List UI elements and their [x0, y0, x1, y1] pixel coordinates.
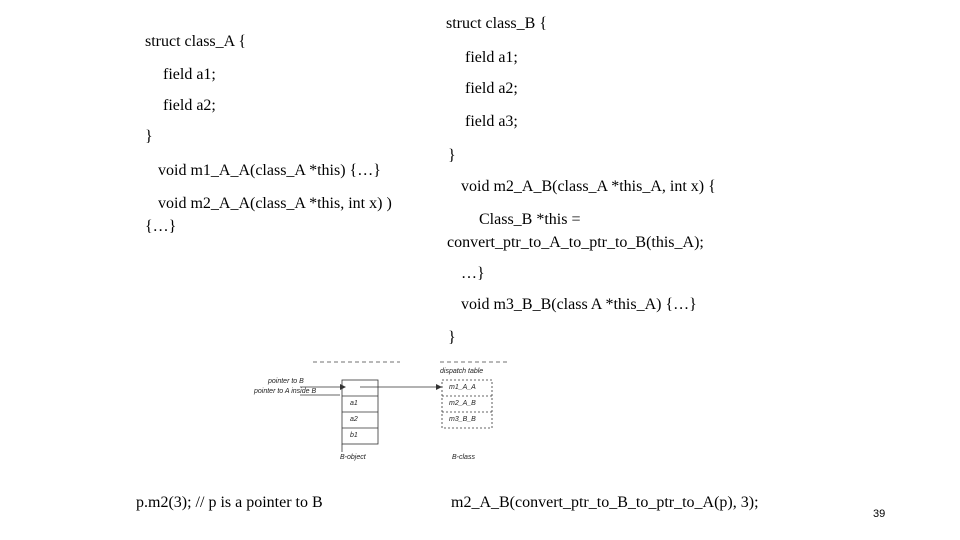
method-m2-a-b-line2: convert_ptr_to_A_to_ptr_to_B(this_A);	[447, 234, 704, 251]
dispatch-title: dispatch table	[440, 368, 484, 375]
object-cell-a2: a2	[350, 416, 358, 423]
object-cell-b1: b1	[350, 432, 358, 439]
method-m2-a-a-body: {…}	[145, 218, 177, 235]
class-a-close-brace: }	[145, 128, 153, 145]
object-cell-a1: a1	[350, 400, 358, 407]
class-b-decl: struct class_B {	[446, 15, 547, 32]
bottom-left-call: p.m2(3); // p is a pointer to B	[136, 494, 323, 511]
dispatch-cell-m1: m1_A_A	[449, 384, 476, 391]
class-b-field-a2: field a2;	[465, 80, 518, 97]
class-b-field-a1: field a1;	[465, 49, 518, 66]
method-m2-a-b-line1: Class_B *this =	[479, 211, 581, 228]
class-b-field-a3: field a3;	[465, 113, 518, 130]
dispatch-cell-m2: m2_A_B	[449, 400, 476, 407]
bottom-right-call: m2_A_B(convert_ptr_to_B_to_ptr_to_A(p), 3);	[451, 494, 759, 511]
pointer-label-a-inside-b: pointer to A inside B	[254, 388, 317, 395]
class-a-decl: struct class_A {	[145, 33, 246, 50]
method-m2-a-b-end: …}	[461, 265, 485, 282]
class-a-field-a2: field a2;	[163, 97, 216, 114]
class-a-field-a1: field a1;	[163, 66, 216, 83]
method-m2-a-b-header: void m2_A_B(class_A *this_A, int x) {	[461, 178, 716, 195]
class-b-close-brace: }	[448, 147, 456, 164]
method-m1-a-a: void m1_A_A(class_A *this) {…}	[158, 162, 381, 179]
object-caption: B-object	[340, 454, 366, 461]
page-number: 39	[873, 508, 886, 520]
dispatch-cell-m3: m3_B_B	[449, 416, 476, 423]
class-b-end-brace: }	[448, 329, 456, 346]
pointer-label-b: pointer to B	[268, 378, 304, 385]
class-caption: B-class	[452, 454, 475, 461]
method-m3-b-b: void m3_B_B(class A *this_A) {…}	[461, 296, 697, 313]
method-m2-a-a: void m2_A_A(class_A *this, int x) )	[158, 195, 392, 212]
